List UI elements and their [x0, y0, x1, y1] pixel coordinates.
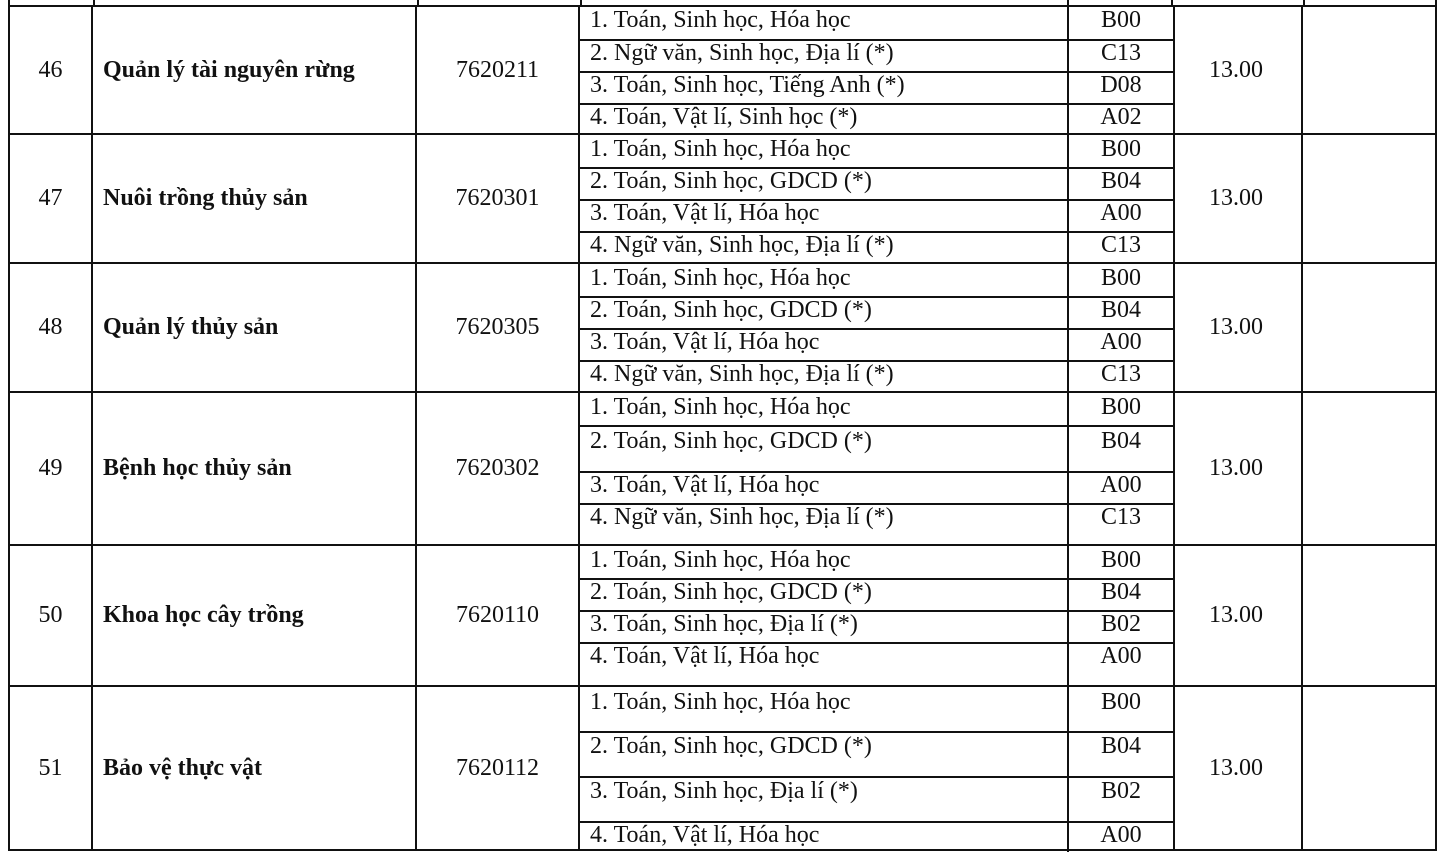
row-number: 49	[8, 393, 93, 544]
major-name: Nuôi trồng thủy sản	[93, 135, 417, 262]
row-number: 51	[8, 687, 93, 850]
combo-code: B02	[1100, 778, 1141, 804]
combo-subjects: 4. Toán, Vật lí, Hóa học	[590, 822, 820, 848]
major-name: Quản lý thủy sản	[93, 264, 417, 391]
combo-code: B02	[1100, 611, 1141, 637]
combo-code: B00	[1100, 547, 1141, 573]
combo-subjects: 4. Toán, Vật lí, Sinh học (*)	[590, 104, 858, 130]
cutoff-score: 13.00	[1171, 264, 1303, 391]
major-code: 7620110	[417, 546, 580, 685]
major-name: Quản lý tài nguyên rừng	[93, 7, 417, 133]
combo-code: A00	[1100, 200, 1142, 226]
combo-code: C13	[1100, 40, 1141, 66]
table-bottom-border	[8, 849, 1437, 851]
combo-item	[580, 393, 1173, 425]
combo-item	[580, 167, 1173, 199]
combo-subjects: 1. Toán, Sinh học, Hóa học	[590, 265, 851, 291]
row-number: 50	[8, 546, 93, 685]
combo-item	[580, 731, 1173, 776]
combo-subjects: 2. Toán, Sinh học, GDCD (*)	[590, 297, 872, 323]
row-number: 48	[8, 264, 93, 391]
combo-code: B00	[1100, 265, 1141, 291]
combo-code: B00	[1100, 136, 1141, 162]
combo-item	[580, 360, 1173, 393]
note-cell	[1303, 687, 1437, 850]
combo-subjects: 1. Toán, Sinh học, Hóa học	[590, 7, 851, 33]
major-code: 7620302	[417, 393, 580, 544]
combo-code: A02	[1100, 104, 1142, 130]
combo-item	[580, 103, 1173, 135]
subject-combinations	[580, 546, 1175, 685]
combo-item	[580, 546, 1173, 578]
subject-combinations	[580, 7, 1175, 133]
combo-item	[580, 642, 1173, 687]
combo-subjects: 4. Ngữ văn, Sinh học, Địa lí (*)	[590, 504, 894, 530]
cutoff-score: 13.00	[1171, 135, 1303, 262]
combo-item	[580, 425, 1173, 471]
subject-combinations	[580, 687, 1175, 850]
combo-subjects: 2. Toán, Sinh học, GDCD (*)	[590, 428, 872, 454]
combo-code: B04	[1100, 428, 1141, 454]
combo-code: C13	[1100, 232, 1141, 258]
combo-code: A00	[1100, 643, 1142, 669]
table-row	[8, 262, 1437, 391]
combo-code: A00	[1100, 472, 1142, 498]
combo-subjects: 1. Toán, Sinh học, Hóa học	[590, 394, 851, 420]
combo-subjects: 3. Toán, Vật lí, Hóa học	[590, 472, 820, 498]
major-code: 7620211	[417, 7, 580, 133]
combo-subjects: 2. Ngữ văn, Sinh học, Địa lí (*)	[590, 40, 894, 66]
combo-code: B00	[1100, 689, 1141, 715]
note-cell	[1303, 264, 1437, 391]
combo-code: D08	[1100, 72, 1142, 98]
combo-item	[580, 7, 1173, 39]
combo-subjects: 3. Toán, Vật lí, Hóa học	[590, 329, 820, 355]
combo-subjects: 1. Toán, Sinh học, Hóa học	[590, 547, 851, 573]
combo-code: C13	[1100, 504, 1141, 530]
row-number: 46	[8, 7, 93, 133]
major-code: 7620305	[417, 264, 580, 391]
combo-code: B00	[1100, 7, 1141, 33]
note-cell	[1303, 546, 1437, 685]
subject-combinations	[580, 264, 1175, 391]
table-row	[8, 133, 1437, 262]
combo-subjects: 3. Toán, Sinh học, Tiếng Anh (*)	[590, 72, 905, 98]
combo-subjects: 4. Ngữ văn, Sinh học, Địa lí (*)	[590, 232, 894, 258]
combo-item	[580, 39, 1173, 71]
combo-code: B00	[1100, 394, 1141, 420]
combo-item	[580, 264, 1173, 296]
table-row	[8, 685, 1437, 850]
combo-item	[580, 199, 1173, 231]
combo-item	[580, 687, 1173, 731]
cutoff-score: 13.00	[1171, 7, 1303, 133]
cutoff-score: 13.00	[1171, 393, 1303, 544]
subject-combinations	[580, 135, 1175, 262]
major-name: Khoa học cây trồng	[93, 546, 417, 685]
combo-item	[580, 328, 1173, 360]
combo-subjects: 3. Toán, Sinh học, Địa lí (*)	[590, 611, 858, 637]
combo-subjects: 2. Toán, Sinh học, GDCD (*)	[590, 579, 872, 605]
combo-item	[580, 231, 1173, 264]
combo-subjects: 2. Toán, Sinh học, GDCD (*)	[590, 168, 872, 194]
cutoff-score: 13.00	[1171, 546, 1303, 685]
combo-subjects: 2. Toán, Sinh học, GDCD (*)	[590, 733, 872, 759]
combo-code: B04	[1100, 297, 1141, 323]
combo-item	[580, 776, 1173, 821]
combo-code: A00	[1100, 822, 1142, 848]
combo-code: B04	[1100, 733, 1141, 759]
major-name: Bệnh học thủy sản	[93, 393, 417, 544]
table-row	[8, 5, 1437, 133]
combo-item	[580, 578, 1173, 610]
combo-subjects: 1. Toán, Sinh học, Hóa học	[590, 136, 851, 162]
note-cell	[1303, 135, 1437, 262]
combo-code: A00	[1100, 329, 1142, 355]
major-code: 7620301	[417, 135, 580, 262]
combo-subjects: 1. Toán, Sinh học, Hóa học	[590, 689, 851, 715]
table-row	[8, 391, 1437, 544]
combo-code: C13	[1100, 361, 1141, 387]
combo-item	[580, 135, 1173, 167]
combo-item	[580, 821, 1173, 852]
table-row	[8, 544, 1437, 685]
combo-item	[580, 503, 1173, 546]
cutoff-score: 13.00	[1171, 687, 1303, 850]
combo-item	[580, 471, 1173, 503]
combo-item	[580, 71, 1173, 103]
subject-combinations	[580, 393, 1175, 544]
combo-item	[580, 296, 1173, 328]
combo-subjects: 4. Toán, Vật lí, Hóa học	[590, 643, 820, 669]
combo-code: B04	[1100, 579, 1141, 605]
combo-subjects: 3. Toán, Sinh học, Địa lí (*)	[590, 778, 858, 804]
note-cell	[1303, 7, 1437, 133]
major-name: Bảo vệ thực vật	[93, 687, 417, 850]
combo-code: B04	[1100, 168, 1141, 194]
combo-subjects: 3. Toán, Vật lí, Hóa học	[590, 200, 820, 226]
combo-subjects: 4. Ngữ văn, Sinh học, Địa lí (*)	[590, 361, 894, 387]
note-cell	[1303, 393, 1437, 544]
combo-item	[580, 610, 1173, 642]
major-code: 7620112	[417, 687, 580, 850]
row-number: 47	[8, 135, 93, 262]
